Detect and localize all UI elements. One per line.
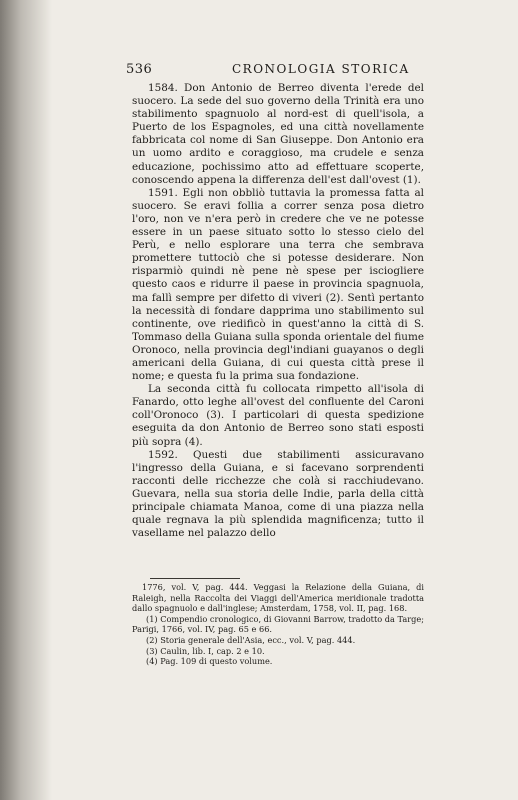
page-header bbox=[126, 62, 426, 82]
footnote-2: (2) Storia generale dell'Asia, ecc., vol. V, pag. 444. bbox=[146, 634, 356, 645]
paragraph-1591: 1591. Egli non obbliò tuttavia la promessa fatta al suocero. Se eravi follia a correr senza posa dietro l'oro, non ve n'era però in credere che ve ne potesse essere in un paese situato sotto lo stesso cielo del Perù, e nello esplorare una terra che sembrava promettere tuttociò che si potesse desiderare. Non risparmiò quindi nè pene nè spese per iscioglierе questo caos e ridurre il paese in provincia spagnuola, ma fallì sempre per difetto di viveri (2). Sentì pertanto la necessità di fondare dapprima uno stabilimento sul continente, ove riedificò in quest'anno la città di S. Tommaso della Guiana sulla sponda orientale del fiume Oronoco, nella provincia degl'indiani guayanos o degli americani della Guiana, di cui questa città prese il nome; e questa fu la prima sua fondazione. bbox=[132, 186, 424, 383]
footnotes bbox=[132, 582, 424, 667]
footnote-1: (1) Compendio cronologico, di Giovanni Barrow, tradotto da Targe; Parigi, 1766, vol. IV, pag. 65 e 66. bbox=[132, 613, 424, 635]
footnote-divider bbox=[150, 578, 240, 579]
paragraph-1584: 1584. Don Antonio de Berreo diventa l'erede del suocero. La sede del suo governo della Trinità era uno stabilimento spagnuolo al nord-est di quell'isola, a Puerto de los Espagnoles, ed una città novellamente fabbricata col nome di San Giuseppe. Don Antonio era un uomo ardito e coraggioso, ma crudele e senza educazione, pochissimo atto ad effettuare scoperte, conoscendo appena la differenza dell'est dall'ovest (1). bbox=[132, 82, 424, 186]
running-title: CRONOLOGIA STORICA bbox=[232, 62, 410, 76]
page-number: 536 bbox=[126, 62, 153, 77]
paragraph-seconda-citta: La seconda città fu collocata rimpetto all'isola di Fanardo, otto leghe all'ovest del confluente del Caroni coll'Oronoco (3). I particolari di questa spedizione eseguita da don Antonio de Berreo sono stati esposti più sopra (4). bbox=[132, 383, 424, 448]
paragraph-1592: 1592. Questi due stabilimenti assicuravano l'ingresso della Guiana, e si facevano sorprendenti racconti delle ricchezze che colà si racchiudevano. Guevara, nella sua storia delle Indie, parla della città principale chiamata Manoa, come di una piazza nella quale regnava la più splendida magnificenza; tutto il vasellame nel palazzo dello bbox=[132, 448, 424, 540]
book-binding-shadow bbox=[0, 0, 52, 800]
main-text bbox=[132, 82, 424, 540]
footnote-continuation: 1776, vol. V, pag. 444. Veggasi la Relazione della Guiana, di Raleigh, nella Raccolta dei Viaggi dell'America meridionale tradotta dallo spagnuolo e dall'inglese; Amsterdam, 1758, vol. II, pag. 168. bbox=[132, 582, 424, 614]
footnote-3: (3) Caulin, lib. I, cap. 2 e 10. bbox=[146, 645, 265, 656]
footnote-4: (4) Pag. 109 di questo volume. bbox=[146, 656, 273, 667]
